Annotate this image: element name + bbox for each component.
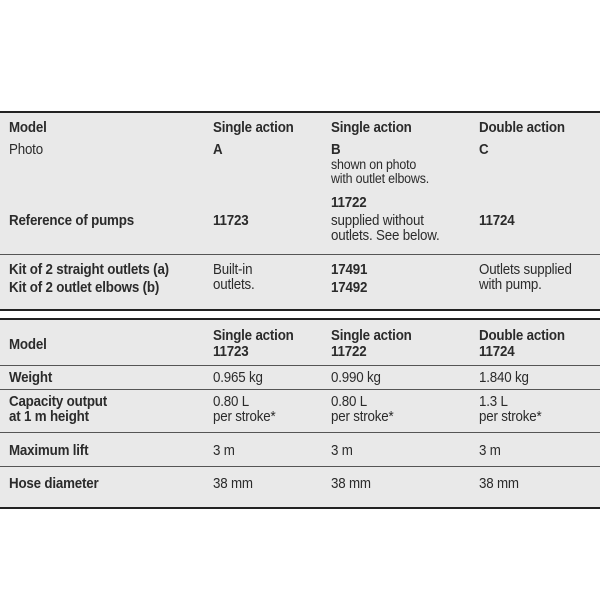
weight-label: Weight <box>9 370 53 386</box>
col2-photo-letter: B <box>331 142 341 158</box>
col1-header: Single action <box>213 120 294 136</box>
specs-bottom-rule <box>0 507 600 509</box>
hose-diameter-label: Hose diameter <box>9 476 99 492</box>
reference-col2-note: supplied without outlets. See below. <box>331 213 440 244</box>
weight-col1: 0.965 kg <box>213 370 263 386</box>
capacity-col1: 0.80 L per stroke* <box>213 394 276 425</box>
capacity-col3: 1.3 L per stroke* <box>479 394 542 425</box>
kit-elbows-label: Kit of 2 outlet elbows (b) <box>9 280 160 296</box>
reference-col3: 11724 <box>479 213 515 229</box>
specs-top-rule <box>0 318 600 320</box>
row-divider <box>0 389 600 390</box>
col1-photo-letter: A <box>213 142 223 158</box>
specs-col3-ref: 11724 <box>479 344 515 360</box>
row-divider <box>0 466 600 467</box>
row-divider <box>0 254 600 255</box>
col3-photo-letter: C <box>479 142 489 158</box>
kit-col2-elbows: 17492 <box>331 280 368 296</box>
kit-col3: Outlets supplied with pump. <box>479 262 572 293</box>
hose-diameter-col2: 38 mm <box>331 476 371 492</box>
photo-header-label: Photo <box>9 142 43 158</box>
max-lift-col2: 3 m <box>331 443 353 459</box>
table-bottom-rule <box>0 309 600 311</box>
reference-col2: 11722 <box>331 195 367 211</box>
specs-col3-header: Double action <box>479 328 565 344</box>
weight-col2: 0.990 kg <box>331 370 381 386</box>
weight-col3: 1.840 kg <box>479 370 529 386</box>
kit-col1: Built-in outlets. <box>213 262 255 293</box>
kit-col2-straight: 17491 <box>331 262 368 278</box>
col2-header: Single action <box>331 120 412 136</box>
table-top-rule <box>0 111 600 113</box>
specs-model-label: Model <box>9 337 47 353</box>
capacity-col2: 0.80 L per stroke* <box>331 394 394 425</box>
capacity-label: Capacity output at 1 m height <box>9 394 108 425</box>
reference-col1: 11723 <box>213 213 249 229</box>
specs-col1-ref: 11723 <box>213 344 249 360</box>
kit-straight-label: Kit of 2 straight outlets (a) <box>9 262 169 278</box>
model-header-label: Model <box>9 120 47 136</box>
col3-header: Double action <box>479 120 565 136</box>
hose-diameter-col3: 38 mm <box>479 476 519 492</box>
specs-col1-header: Single action <box>213 328 294 344</box>
hose-diameter-col1: 38 mm <box>213 476 253 492</box>
row-divider <box>0 365 600 366</box>
reference-label: Reference of pumps <box>9 213 134 229</box>
col2-photo-note: shown on photo with outlet elbows. <box>331 157 429 186</box>
specs-col2-header: Single action <box>331 328 412 344</box>
max-lift-col3: 3 m <box>479 443 501 459</box>
max-lift-col1: 3 m <box>213 443 235 459</box>
specs-col2-ref: 11722 <box>331 344 367 360</box>
row-divider <box>0 432 600 433</box>
max-lift-label: Maximum lift <box>9 443 89 459</box>
